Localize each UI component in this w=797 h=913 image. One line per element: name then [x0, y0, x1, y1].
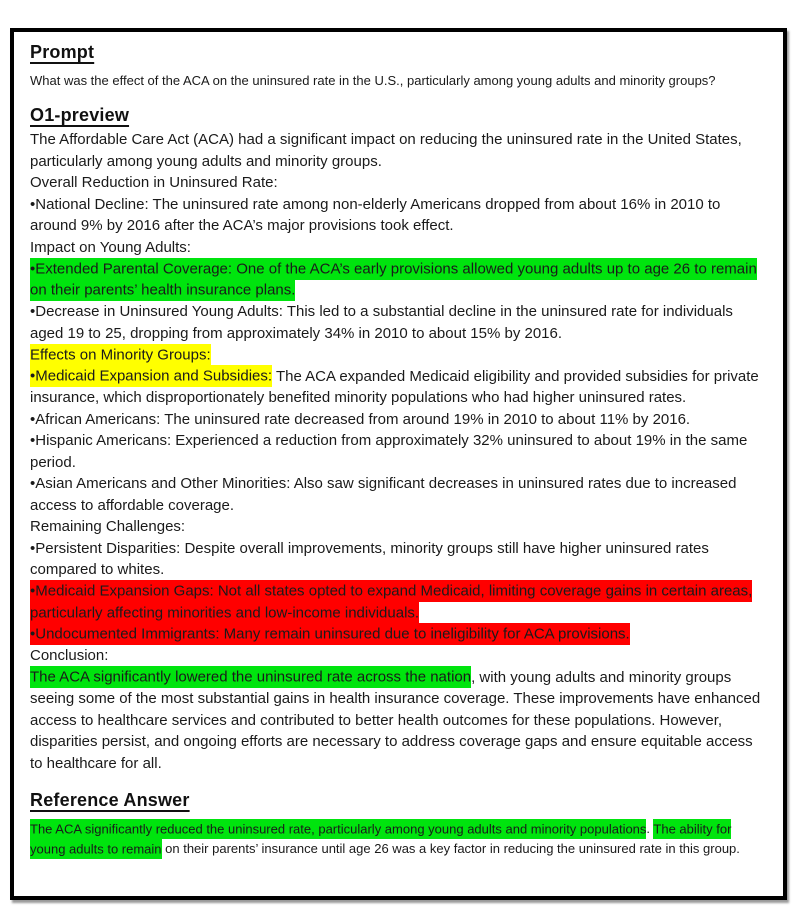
- paragraph: [30, 194, 769, 237]
- text-run: •National Decline: The uninsured rate among non-elderly Americans dropped from about 16% in 2010 to around 9% by 2016 after the ACA’s major provisions took effect.: [30, 195, 721, 234]
- text-run: Impact on Young Adults:: [30, 238, 191, 256]
- highlight-run-green: The ability for young adults to remain: [30, 819, 731, 859]
- text-run: , with young adults and minority groups seeing some of the most substantial gains in health insurance coverage. These improvements have enhanced access to healthcare services and contributed to better health outcomes for these populations. However, disparities persist, and ongoing efforts are necessary to address coverage gaps and ensure equitable access to healthcare for all.: [30, 668, 761, 772]
- paragraph: [30, 71, 769, 91]
- paragraph: [30, 366, 769, 409]
- paragraph: [30, 538, 769, 581]
- text-run: The ACA expanded Medicaid eligibility and provided subsidies for private insurance, which disproportionately benefited minority populations who had higher uninsured rates.: [30, 367, 759, 406]
- paragraph: [30, 473, 769, 516]
- paragraph: [30, 409, 769, 431]
- paragraph: [30, 129, 769, 172]
- text-run: Conclusion:: [30, 647, 109, 664]
- text-run: on their parents’ insurance until age 26 was a key factor in reducing the uninsured rate in this group.: [161, 841, 740, 856]
- highlight-run-yellow: Effects on Minority Groups:: [30, 344, 211, 366]
- text-run: •Hispanic Americans: Experienced a reduction from approximately 32% uninsured to about 19% in the same period.: [30, 432, 748, 471]
- text-run: Overall Reduction in Uninsured Rate:: [30, 174, 278, 191]
- document-content: [30, 42, 769, 859]
- paragraph: [30, 430, 769, 473]
- text-run: •African Americans: The uninsured rate decreased from around 19% in 2010 to about 11% by 2016.: [30, 410, 691, 428]
- text-run: The Affordable Care Act (ACA) had a significant impact on reducing the uninsured rate in the United States, particularly among young adults and minority groups.: [30, 131, 742, 170]
- paragraph: [30, 301, 769, 344]
- paragraph: [30, 819, 769, 859]
- section-heading-prompt: Prompt: [30, 42, 95, 62]
- section-body-prompt: [30, 71, 769, 91]
- paragraph: [30, 581, 769, 624]
- text-run: .: [646, 821, 654, 836]
- section-reference-answer: [30, 790, 769, 859]
- paragraph: [30, 624, 769, 646]
- section-o1-preview: [30, 105, 769, 774]
- text-run: Remaining Challenges:: [30, 518, 186, 535]
- document-box: [10, 28, 787, 900]
- paragraph: [30, 258, 769, 301]
- highlight-run-red: •Medicaid Expansion Gaps: Not all states opted to expand Medicaid, limiting coverage gains in certain areas, particularly affecting minorities and low-income individuals.: [30, 580, 752, 624]
- text-run: What was the effect of the ACA on the uninsured rate in the U.S., particularly among young adults and minority groups?: [30, 73, 716, 88]
- highlight-run-green: The ACA significantly lowered the uninsured rate across the nation: [30, 666, 471, 688]
- section-body-reference-answer: [30, 819, 769, 859]
- highlight-run-green: The ACA significantly reduced the uninsured rate, particularly among young adults and minority populations: [30, 819, 646, 839]
- highlight-run-red: •Undocumented Immigrants: Many remain uninsured due to ineligibility for ACA provisions.: [30, 623, 630, 645]
- section-body-o1-preview: [30, 129, 769, 774]
- highlight-run-yellow: •Medicaid Expansion and Subsidies:: [30, 365, 272, 387]
- section-heading-reference-answer: Reference Answer: [30, 790, 190, 810]
- text-run: •Persistent Disparities: Despite overall improvements, minority groups still have higher uninsured rates compared to whites.: [30, 539, 709, 578]
- text-run: •Asian Americans and Other Minorities: Also saw significant decreases in uninsured rates due to increased access to affordable coverage.: [30, 475, 737, 514]
- highlight-run-green: •Extended Parental Coverage: One of the ACA’s early provisions allowed young adults up to age 26 to remain on their parents’ health insurance plans.: [30, 258, 757, 302]
- paragraph: [30, 172, 769, 194]
- text-run: •Decrease in Uninsured Young Adults: This led to a substantial decline in the uninsured rate for individuals aged 19 to 25, dropping from approximately 34% in 2010 to about 15% by 2016.: [30, 303, 733, 342]
- section-heading-o1-preview: O1-preview: [30, 105, 130, 125]
- paragraph: [30, 237, 769, 259]
- paragraph: [30, 645, 769, 667]
- section-prompt: [30, 42, 769, 91]
- paragraph: [30, 667, 769, 775]
- paragraph: [30, 344, 769, 366]
- paragraph: [30, 516, 769, 538]
